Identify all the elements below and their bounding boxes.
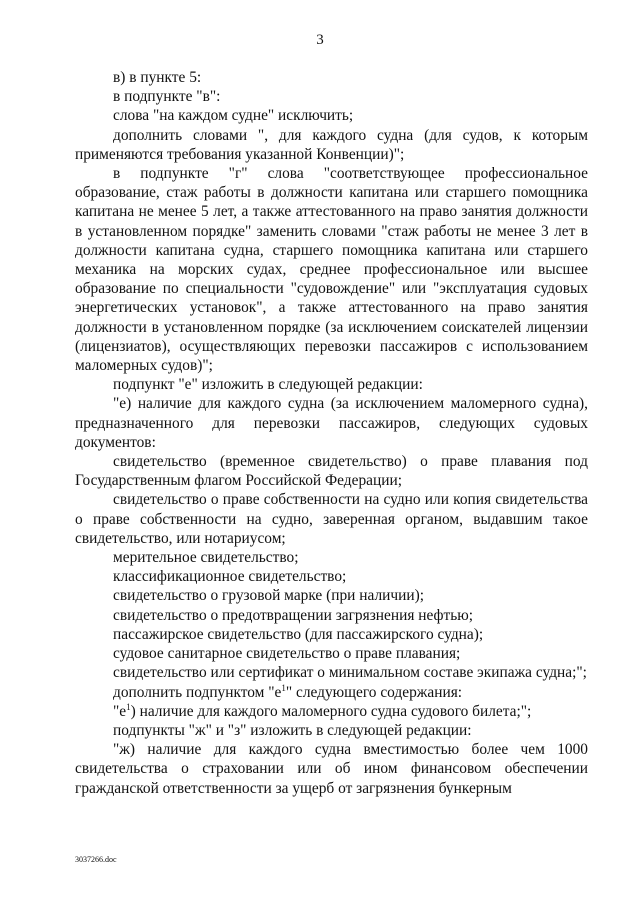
paragraph: свидетельство о праве собственности на судно или копия свидетельства о праве собственности на судно, заверенная органом, выдавшим такое свидетельство, или нотариусом;	[75, 491, 588, 547]
footer-file-code: 3037266.doc	[75, 855, 117, 864]
superscript: 1	[281, 682, 286, 693]
paragraph: слова "на каждом судне" исключить;	[113, 107, 354, 125]
text-fragment: ) наличие для каждого маломерного судна судового билета;";	[130, 702, 532, 720]
text-fragment: "е	[113, 702, 127, 720]
superscript: 1	[126, 701, 131, 712]
paragraph: в подпункте "в":	[113, 88, 221, 106]
paragraph: свидетельство о грузовой марке (при наличии);	[113, 587, 424, 605]
paragraph: дополнить словами ", для каждого судна (для судов, к которым применяются требования указанной Конвенции)";	[75, 126, 588, 163]
paragraph: судовое санитарное свидетельство о праве плавания;	[113, 645, 461, 663]
document-body	[75, 68, 588, 798]
paragraph: свидетельство или сертификат о минимальном составе экипажа судна;";	[113, 664, 587, 682]
page-number: 3	[316, 32, 324, 48]
paragraph-add-e1	[75, 683, 588, 702]
paragraph: классификационное свидетельство;	[113, 568, 347, 586]
paragraph: мерительное свидетельство;	[113, 549, 299, 567]
paragraph: свидетельство (временное свидетельство) о праве плавания под Государственным флагом Российской Федерации;	[75, 453, 588, 490]
paragraph-e1-text	[75, 702, 588, 721]
paragraph: в подпункте "г" слова "соответствующее профессиональное образование, стаж работы в должности капитана или старшего помощника капитана не менее 5 лет, а также аттестованного на право занятия должности в установленном порядке" заменить словами "стаж работы не менее 3 лет в должности капитана судна, старшего помощника капитана или старшего механика на морских судах, среднее профессиональное или высшее образование по специальности "судовождение" или "эксплуатация судовых энергетических установок", а также аттестованного на право занятия должности в установленном порядке (за исключением соискателей лицензии (лицензиатов), осуществляющих перевозки пассажиров с использованием маломерных судов)";	[75, 165, 588, 375]
paragraph: подпункт "е" изложить в следующей редакции:	[113, 376, 423, 394]
text-fragment: " следующего содержания:	[285, 683, 463, 701]
paragraph: пассажирское свидетельство (для пассажирского судна);	[113, 625, 484, 643]
paragraph: "е) наличие для каждого судна (за исключением маломерного судна), предназначенного для перевозки пассажиров, следующих судовых документов:	[75, 395, 588, 451]
paragraph: подпункты "ж" и "з" изложить в следующей редакции:	[113, 721, 472, 739]
paragraph: "ж) наличие для каждого судна вместимостью более чем 1000 свидетельства о страховании или об ином финансовом обеспечении гражданской ответственности за ущерб от загрязнения бункерным	[75, 741, 588, 797]
text-fragment: дополнить подпунктом "е	[113, 683, 282, 701]
paragraph: в) в пункте 5:	[113, 69, 202, 86]
paragraph: свидетельство о предотвращении загрязнения нефтью;	[113, 606, 473, 624]
